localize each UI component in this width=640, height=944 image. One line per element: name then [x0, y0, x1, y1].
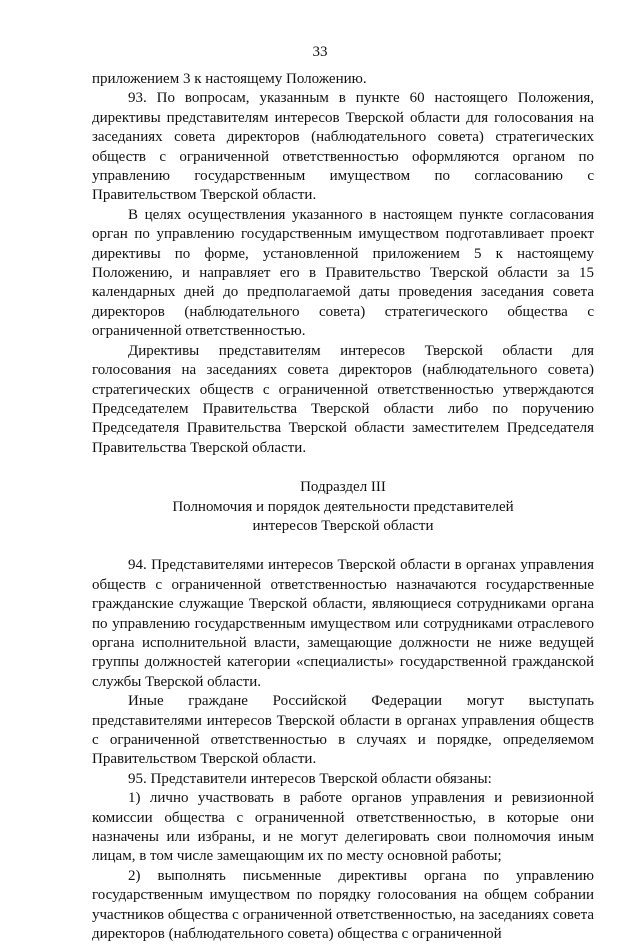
paragraph: В целях осуществления указанного в настоящем пункте согласования орган по управлению государственным имуществом подготавливает проект директивы по форме, установленной приложением 5 к настоящему Положению, и направляет его в Правительство Тверской области за 15 календарных дней до предполагаемой даты проведения заседания совета директоров (наблюдательного совета) стратегического общества с ограниченной ответственностью. — [92, 206, 594, 340]
subsection-heading — [92, 478, 594, 536]
page-number: 33 — [312, 44, 328, 60]
subsection-title: Подраздел III — [300, 479, 386, 496]
list-item: 2) выполнять письменные директивы органа по управлению государственным имуществом по порядку голосования на общем собрании участников общества с ограниченной ответственностью, на заседаниях совета директоров (наблюдательного совета) общества с ограниченной — [92, 867, 594, 943]
paragraph-95: 95. Представители интересов Тверской области обязаны: — [128, 770, 492, 787]
list-item: 1) лично участвовать в работе органов управления и ревизионной комиссии общества с ограниченной ответственностью, в которые они назначены или избраны, и не могут делегировать свои полномочия иным лицам, в том числе замещающим их по месту основной работы; — [92, 790, 594, 865]
subsection-subtitle-line: Полномочия и порядок деятельности представителей — [172, 498, 514, 515]
paragraph: приложением 3 к настоящему Положению. — [92, 71, 367, 87]
paragraph-94: 94. Представителями интересов Тверской области в органах управления обществ с ограниченной ответственностью назначаются государственные гражданские служащие Тверской области, являющиеся сотрудниками органа по управлению государственным имуществом или сотрудниками отраслевого органа исполнительной власти, замещающие должности не ниже ведущей группы должностей категории «специалисты» государственной гражданской службы Тверской области. — [92, 557, 594, 690]
paragraph: Иные граждане Российской Федерации могут выступать представителями интересов Тверской области в органах управления обществ с ограниченной ответственностью в случаях и порядке, определяемом Правительством Тверской области. — [92, 693, 594, 768]
paragraph: Директивы представителям интересов Тверской области для голосования на заседаниях совета директоров (наблюдательного совета) стратегических обществ с ограниченной ответственностью утверждаются Председателем Правительства Тверской области либо по поручению Председателя Правительства Тверской области заместителем Председателя Правительства Тверской области. — [92, 342, 594, 456]
document-body — [92, 70, 594, 944]
subsection-subtitle-line: интересов Тверской области — [252, 517, 434, 534]
paragraph-93: 93. По вопросам, указанным в пункте 60 настоящего Положения, директивы представителям интересов Тверской области для голосования на заседаниях совета директоров (наблюдательного совета) стратегических обществ с ограниченной ответственностью оформляются органом по управлению государственным имуществом по согласованию с Правительством Тверской области. — [92, 90, 594, 204]
